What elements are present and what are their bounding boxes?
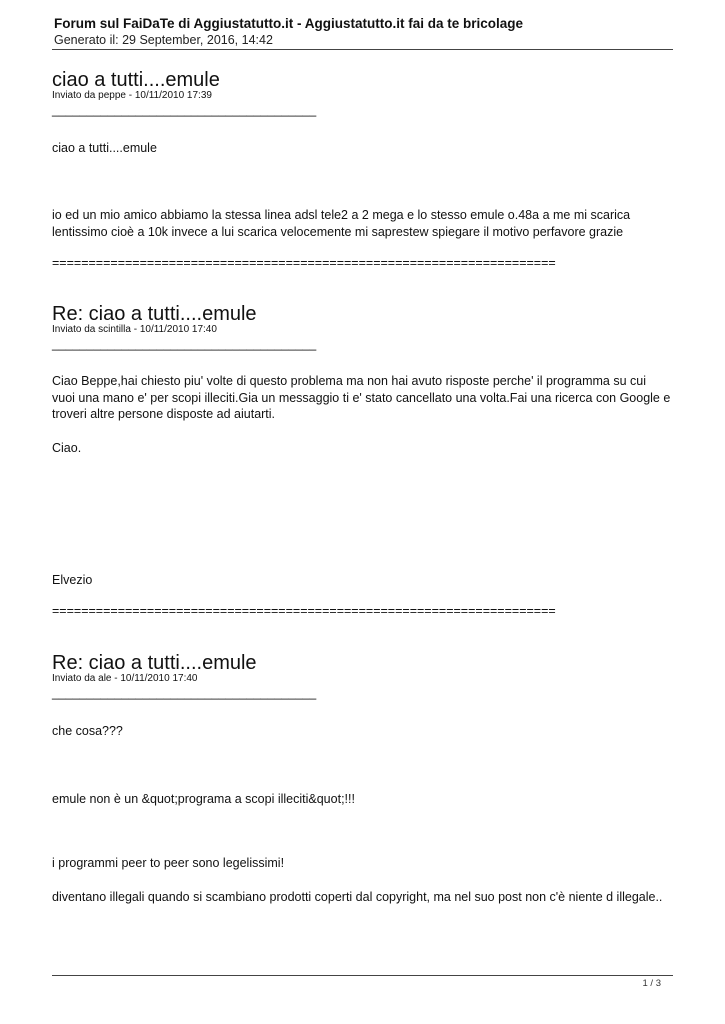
post-title: Re: ciao a tutti....emule bbox=[52, 652, 257, 674]
post-meta: Inviato da ale - 10/11/2010 17:40 bbox=[52, 673, 198, 684]
post-paragraph: Ciao Beppe,hai chiesto piu' volte di questo problema ma non hai avuto risposte perche' il programma su cui vuoi una mano e' per scopi illeciti.Gia un messaggio ti e' stato cancellato una volta.Fai una ricerca con Google e troveri altre persone disposte ad aiutarti. bbox=[52, 374, 674, 421]
footer-divider bbox=[52, 975, 673, 976]
post bbox=[52, 303, 674, 618]
post-separator: ===================================================================== bbox=[52, 604, 556, 618]
post-separator: ===================================================================== bbox=[52, 256, 556, 270]
post bbox=[52, 652, 672, 904]
post-paragraph: che cosa??? bbox=[52, 724, 123, 738]
header-divider bbox=[52, 49, 673, 50]
title-underline: ______________________________________ bbox=[52, 337, 317, 351]
document-header bbox=[54, 15, 673, 48]
post-meta: Inviato da scintilla - 10/11/2010 17:40 bbox=[52, 324, 217, 335]
post-signature: Elvezio bbox=[52, 573, 93, 587]
post-paragraph: emule non è un &quot;programa a scopi illeciti&quot;!!! bbox=[52, 792, 355, 806]
site-title: Forum sul FaiDaTe di Aggiustatutto.it - Aggiustatutto.it fai da te bricolage bbox=[54, 16, 523, 31]
post-title: ciao a tutti....emule bbox=[52, 69, 220, 91]
post-paragraph: i programmi peer to peer sono legelissimi! bbox=[52, 856, 285, 870]
generated-date: Generato il: 29 September, 2016, 14:42 bbox=[54, 33, 273, 47]
post-paragraph: Ciao. bbox=[52, 441, 82, 455]
title-underline: ______________________________________ bbox=[52, 103, 317, 117]
title-underline: ______________________________________ bbox=[52, 686, 317, 700]
page-number: 1 / 3 bbox=[642, 978, 661, 989]
post-paragraph: diventano illegali quando si scambiano prodotti coperti dal copyright, ma nel suo post non c'è niente d illegale.. bbox=[52, 890, 663, 904]
post-title: Re: ciao a tutti....emule bbox=[52, 303, 257, 325]
post-paragraph: io ed un mio amico abbiamo la stessa linea adsl tele2 a 2 mega e lo stesso emule o.48a a me mi scarica lentissimo cioè a 10k invece a lui scarica velocemente mi saprestew spiegare il motivo perfavore grazie bbox=[52, 208, 634, 239]
post bbox=[52, 69, 672, 270]
post-meta: Inviato da peppe - 10/11/2010 17:39 bbox=[52, 90, 212, 101]
post-paragraph: ciao a tutti....emule bbox=[52, 141, 157, 155]
